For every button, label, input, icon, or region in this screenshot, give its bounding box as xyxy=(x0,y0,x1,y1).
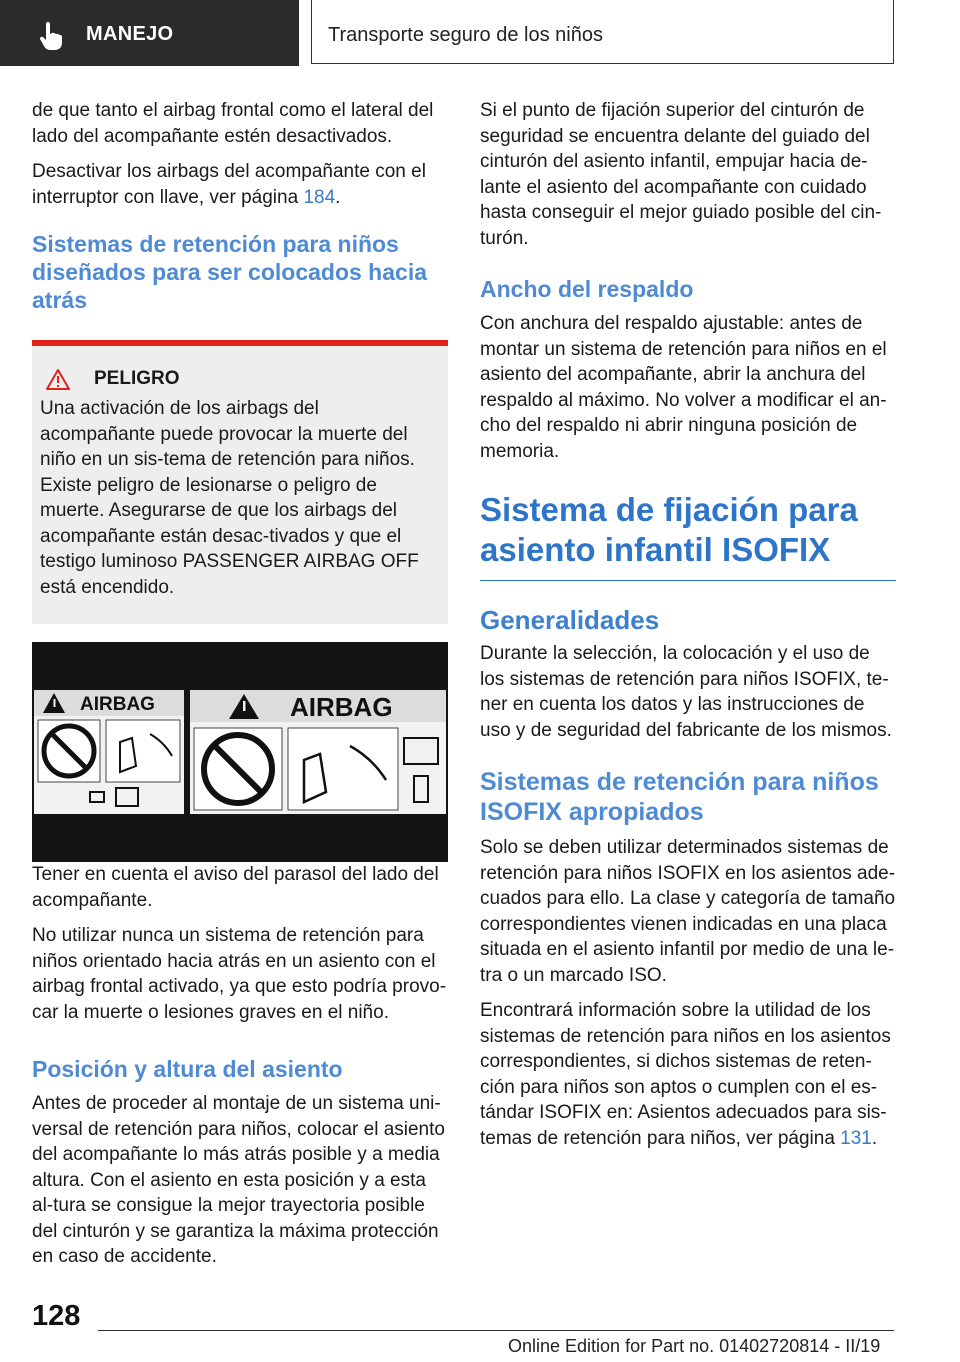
warning-box xyxy=(32,340,448,624)
page-link-184[interactable]: 184 xyxy=(303,186,336,208)
heading-general: Generalidades xyxy=(480,605,660,635)
heading-seat-position: Posición y altura del asiento xyxy=(32,1056,343,1082)
paragraph: No utilizar nunca un sistema de retención para niños orientado hacia atrás en un asiento con el airbag frontal activado, ya que esto podría provo-car la muerte o lesiones graves en el niño. xyxy=(32,925,447,1023)
paragraph: Con anchura del respaldo ajustable: antes de montar un sistema de retención para niños en el asiento del acompañante, abrir la anchura del respaldo al máximo. No volver a modificar el an-cho del respaldo ni abrir ninguna posición de memoria. xyxy=(480,313,887,462)
warning-triangle-icon xyxy=(46,368,70,390)
airbag-sticker-illustration xyxy=(32,642,448,862)
paragraph-with-link xyxy=(32,159,448,210)
footer-divider xyxy=(98,1330,894,1331)
heading-rear-facing: Sistemas de retención para niños diseñados para ser colocados hacia atrás xyxy=(32,231,427,313)
sticker-label-small: AIRBAG xyxy=(80,694,155,715)
paragraph-text: Desactivar los airbags del acompañante con el interruptor con llave, ver página xyxy=(32,161,426,208)
sticker-label-large: AIRBAG xyxy=(290,692,393,722)
heading-backrest-width: Ancho del respaldo xyxy=(480,276,694,302)
page-title: Transporte seguro de los niños xyxy=(328,24,603,46)
paragraph: Tener en cuenta el aviso del parasol del lado del acompañante. xyxy=(32,864,439,911)
hand-pointer-icon xyxy=(38,22,64,50)
right-column xyxy=(480,98,896,1161)
warning-text: Una activación de los airbags del acompañante puede provocar la muerte del niño en un sis-tema de retención para niños. Existe peligro de lesionarse o peligro de muerte. Asegurarse de que los airbags del acompañante están desac-tivados y que el testigo luminoso PASSENGER AIRBAG OFF está encendido. xyxy=(40,398,419,598)
paragraph-end: . xyxy=(335,186,341,208)
airbag-label-image xyxy=(32,642,448,862)
paragraph: Si el punto de fijación superior del cinturón de seguridad se encuentra delante del guiado del cinturón del asiento infantil, empujar hacia de-lante el asiento del acompañante con cuidado hasta conseguir el mejor guiado posible del cin-turón. xyxy=(480,100,882,249)
paragraph: Antes de proceder al montaje de un sistema uni-versal de retención para niños, colocar el asiento del acompañante lo más atrás posible y a media altura. Con el asiento en esta posición y a esta al-tura se consigue la mejor trayectoria posible del cinturón y se garantiza la máxima protección en caso de accidente. xyxy=(32,1093,445,1267)
section-label: MANEJO xyxy=(86,23,174,45)
heading-isofix: Sistema de fijación para asiento infantil ISOFIX xyxy=(480,490,896,581)
paragraph-end: . xyxy=(871,1127,878,1149)
edition-text: Online Edition for Part no. 01402720814 - II/19 xyxy=(508,1336,881,1356)
page-number: 128 xyxy=(32,1300,81,1332)
paragraph: Durante la selección, la colocación y el uso de los sistemas de retención para niños ISOFIX, te-ner en cuenta los datos y las instrucciones de uso y de seguridad del fabricante de los mismos. xyxy=(480,643,892,741)
warning-header xyxy=(46,368,436,390)
paragraph: Solo se deben utilizar determinados sistemas de retención para niños ISOFIX en los asientos ade-cuados para ello. La clase y categoría de tamaño correspondientes vienen indicadas en una placa situada en el asiento infantil por medio de una le-tra o un marcado ISO. xyxy=(480,837,896,986)
paragraph-with-link xyxy=(480,998,896,1151)
paragraph: de que tanto el airbag frontal como el lateral del lado del acompañante estén desactivados. xyxy=(32,100,434,147)
section-tab xyxy=(0,0,299,66)
paragraph-text: Encontrará información sobre la utilidad de los sistemas de retención para niños en los asientos correspondientes, si dichos sistemas de reten-ción para niños son aptos o cumplen con el es-tándar ISOFIX en: Asientos adecuados para sis-temas de retención para niños, ver página xyxy=(480,1000,891,1149)
left-column xyxy=(32,98,448,1280)
page-link-131[interactable]: 131 xyxy=(840,1127,872,1149)
heading-isofix-suitable: Sistemas de retención para niños ISOFIX apropiados xyxy=(480,768,879,826)
warning-label: PELIGRO xyxy=(94,368,180,389)
page-header xyxy=(311,0,894,64)
